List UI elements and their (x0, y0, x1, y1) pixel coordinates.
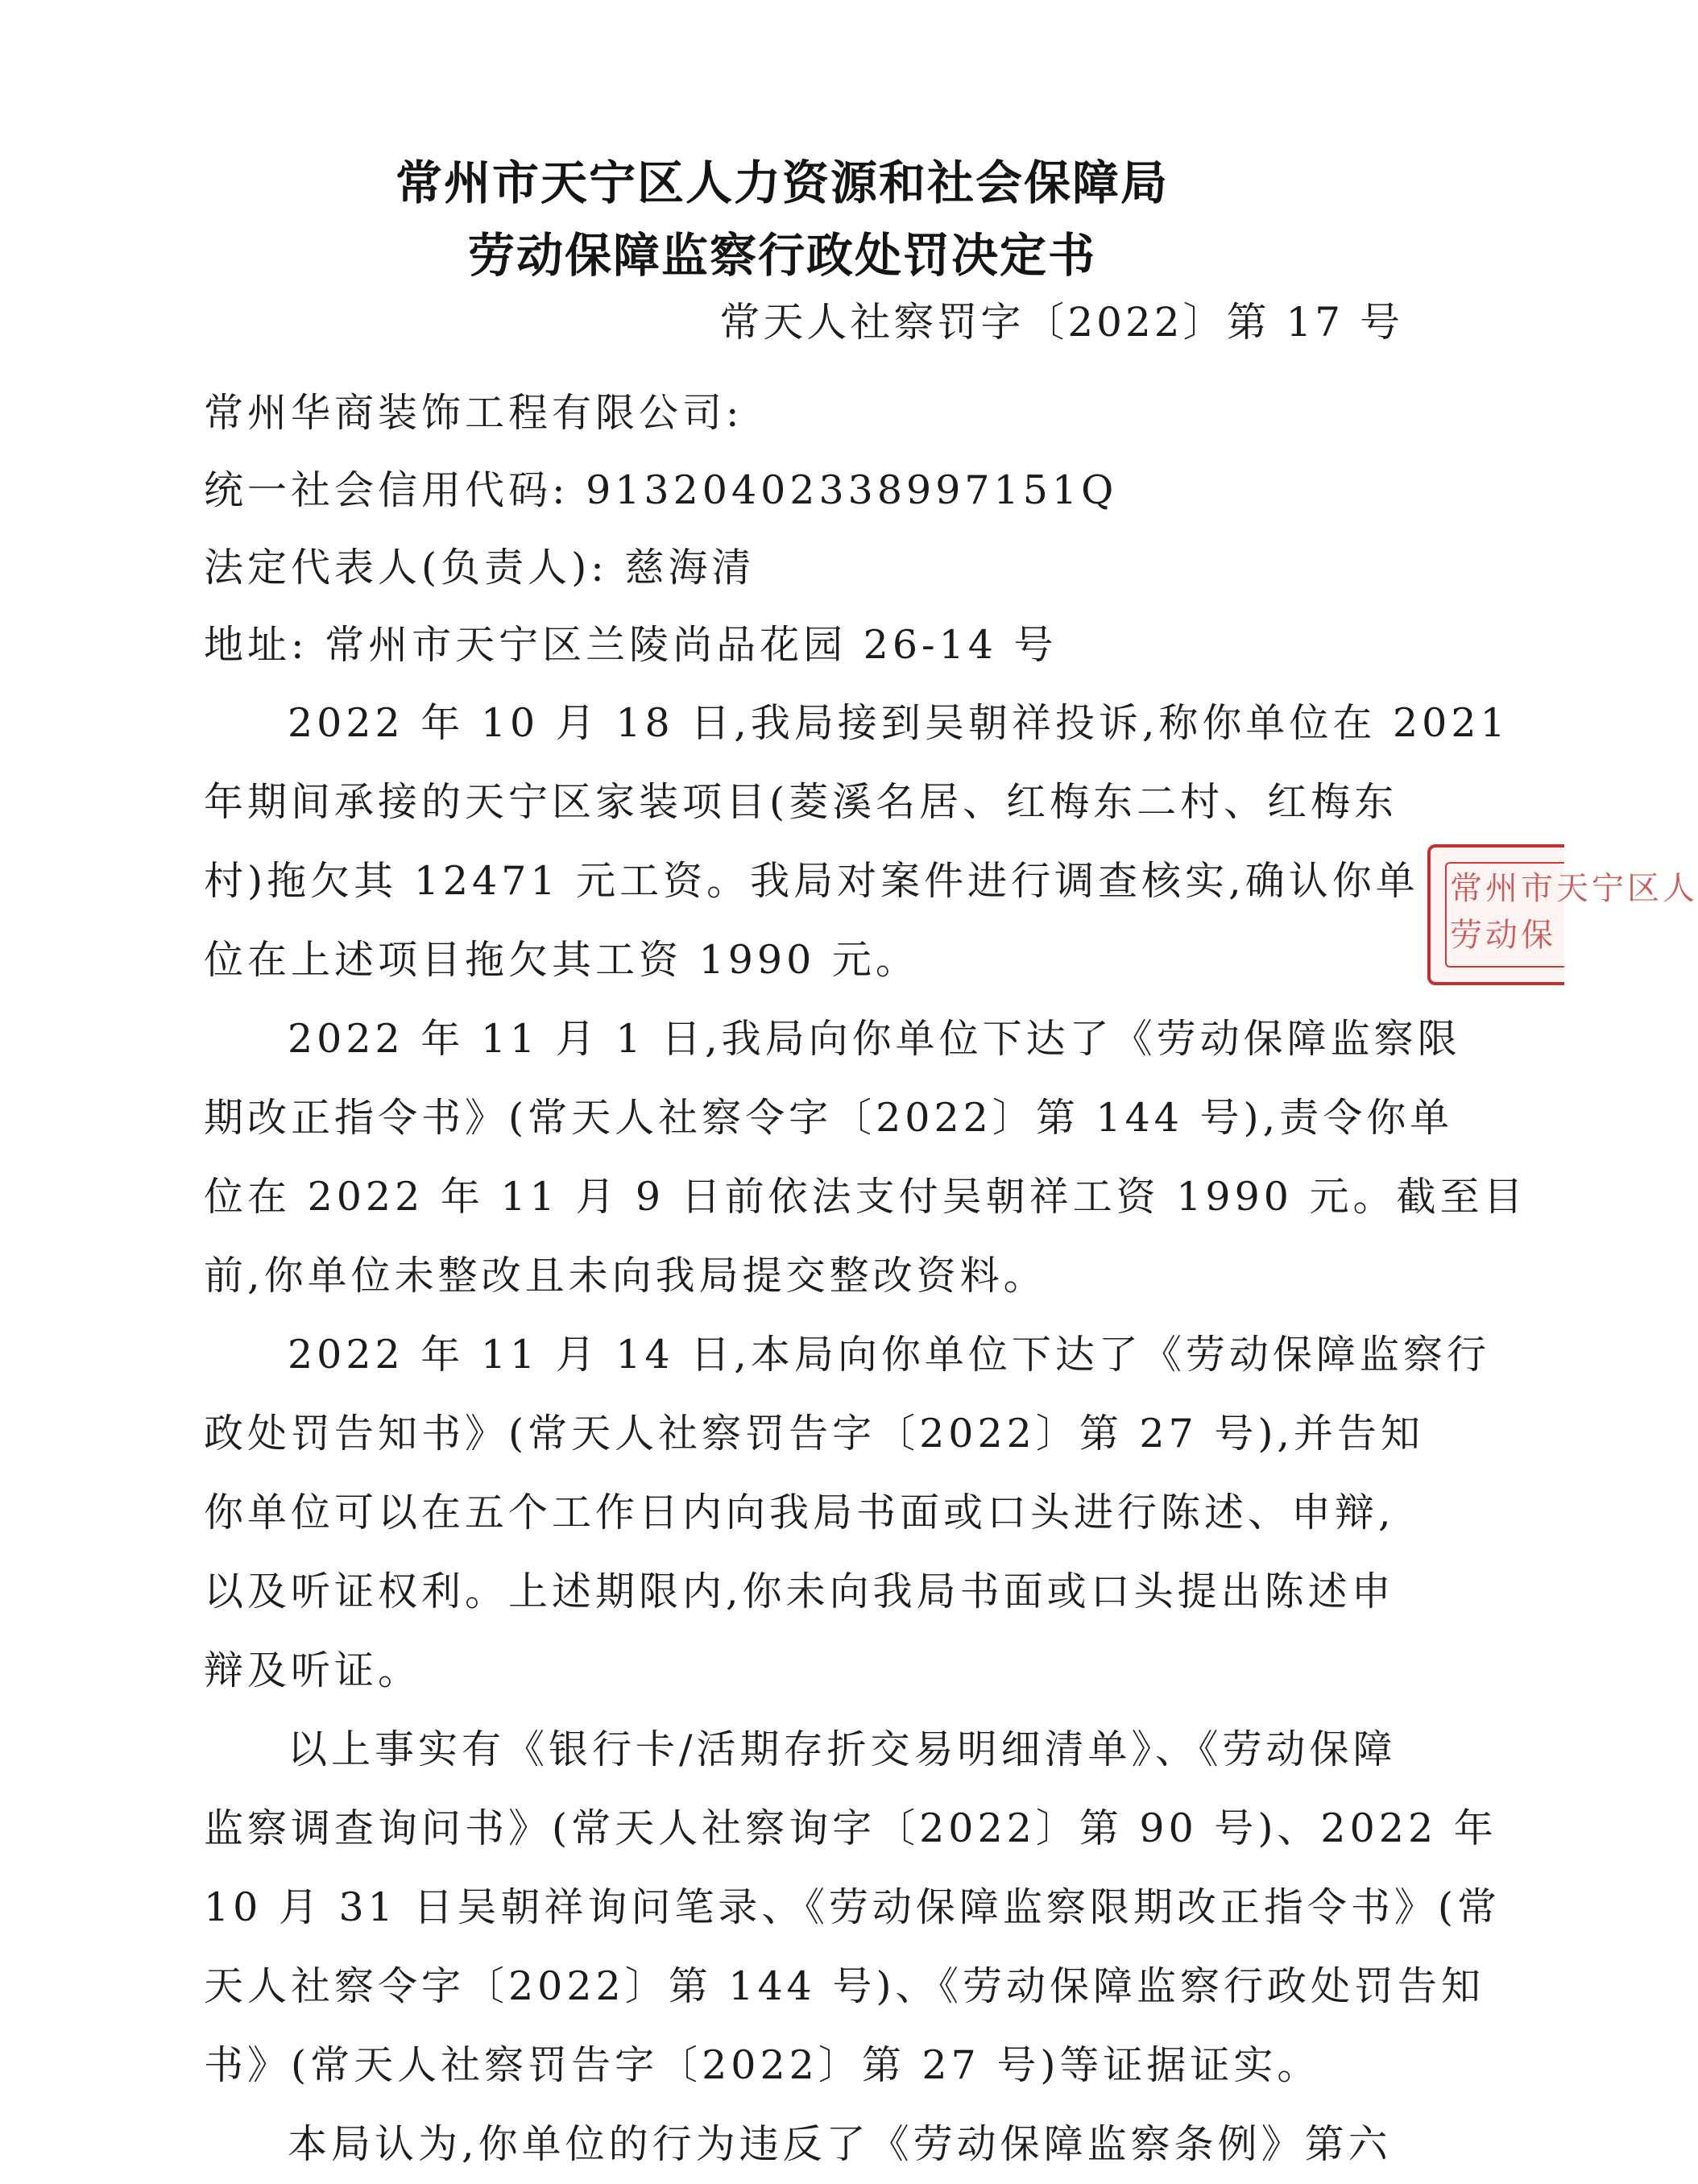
paragraph-line: 2022 年 11 月 1 日,我局向你单位下达了《劳动保障监察限 (288, 1016, 1461, 1062)
paragraph-line: 监察调查询问书》(常天人社察询字〔2022〕第 90 号)、2022 年 (204, 1805, 1497, 1851)
document-title-line2: 劳动保障监察行政处罚决定书 (467, 228, 1096, 283)
credit-code: 统一社会信用代码: 91320402338997151Q (204, 467, 1118, 513)
paragraph-line: 天人社察令字〔2022〕第 144 号)、《劳动保障监察行政处罚告知 (204, 1963, 1485, 2009)
body-paragraph (204, 684, 1510, 1000)
paragraph-line: 书》(常天人社察罚告字〔2022〕第 27 号)等证据证实。 (204, 2042, 1321, 2088)
paragraph-line: 你单位可以在五个工作日内向我局书面或口头进行陈述、申辩, (204, 1490, 1395, 1535)
body-paragraph (204, 1710, 1501, 2105)
legal-representative: 法定代表人(负责人): 慈海清 (204, 545, 756, 591)
seal-lettering: 常州市天宁区人 劳动保 (1450, 870, 1698, 954)
document-body (204, 375, 1527, 2184)
paragraph-line: 辩及听证。 (204, 1647, 422, 1693)
paragraph-line: 位在上述项目拖欠其工资 1990 元。 (204, 937, 919, 983)
paragraph-line: 以上事实有《银行卡/活期存折交易明细清单》、《劳动保障 (288, 1726, 1397, 1772)
body-paragraph (204, 1316, 1490, 1710)
paragraph-line: 前,你单位未整改且未向我局提交整改资料。 (204, 1253, 1047, 1299)
paragraph-line: 政处罚告知书》(常天人社察罚告字〔2022〕第 27 号),并告知 (204, 1411, 1425, 1457)
paragraph-line: 村)拖欠其 12471 元工资。我局对案件进行调查核实,确认你单 (204, 858, 1419, 904)
paragraph-line: 期改正指令书》(常天人社察令字〔2022〕第 144 号),责令你单 (204, 1095, 1454, 1141)
paragraph-line: 本局认为,你单位的行为违反了《劳动保障监察条例》第六 (288, 2121, 1392, 2167)
company-address: 地址: 常州市天宁区兰陵尚品花园 26-14 号 (204, 622, 1058, 668)
paragraphs-container (204, 684, 1527, 2184)
paragraph-line: 以及听证权利。上述期限内,你未向我局书面或口头提出陈述申 (204, 1569, 1395, 1614)
paragraph-line: 10 月 31 日吴朝祥询问笔录、《劳动保障监察限期改正指令书》(常 (204, 1884, 1501, 1930)
paragraph-line: 2022 年 10 月 18 日,我局接到吴朝祥投诉,称你单位在 2021 (288, 700, 1510, 746)
body-paragraph (204, 2105, 1404, 2184)
body-paragraph (204, 1000, 1527, 1316)
paragraph-line: 位在 2022 年 11 月 9 日前依法支付吴朝祥工资 1990 元。截至目 (204, 1174, 1527, 1220)
paragraph-line: 2022 年 11 月 14 日,本局向你单位下达了《劳动保障监察行 (288, 1332, 1490, 1378)
document-title-line1: 常州市天宁区人力资源和社会保障局 (395, 155, 1169, 210)
paragraph-line: 年期间承接的天宁区家装项目(菱溪名居、红梅东二村、红梅东 (204, 779, 1398, 825)
official-seal-stamp (1427, 844, 1698, 985)
document-number: 常天人社察罚字〔2022〕第 17 号 (719, 299, 1403, 346)
company-name: 常州华商装饰工程有限公司: (204, 390, 743, 436)
